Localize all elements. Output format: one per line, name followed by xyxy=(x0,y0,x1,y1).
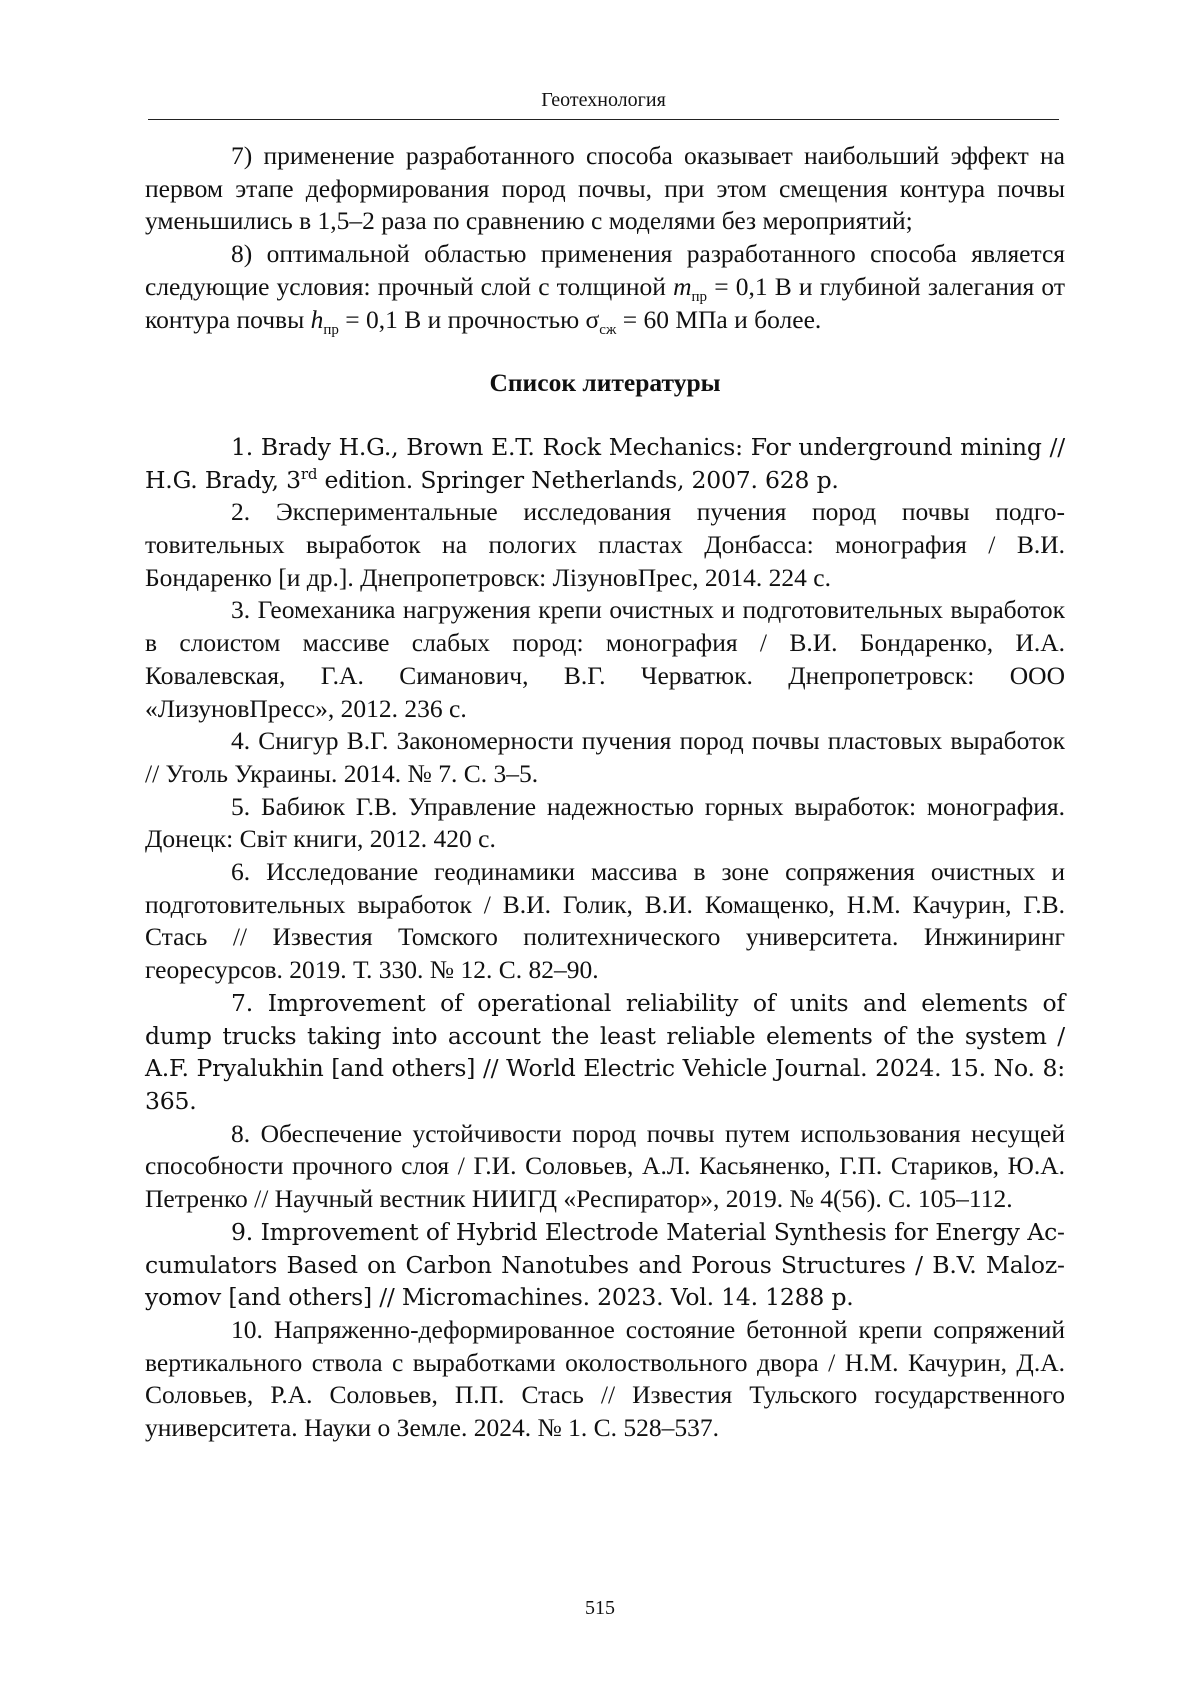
running-header: Геотехнология xyxy=(541,89,666,111)
reference-8: 8. Обеспечение устойчивости пород почвы путем использования несущей способности прочного слоя / Г.И. Соловьев, А.Л. Касьяненко, Г.П. Стариков, Ю.А. Петренко // Научный вестник НИИГД «Респиратор», 2019. № 4(56). С. 105–112. xyxy=(145,1118,1065,1214)
reference-1-superscript: rd xyxy=(300,464,318,483)
reference-1 xyxy=(145,431,1065,496)
page-body xyxy=(145,140,1065,1445)
conclusion-8-text-1: 8) оптимальной областью применения разработанного способа является следующие условия: прочный слой с толщиной xyxy=(145,239,1065,301)
conclusion-item-7: 7) применение разработанного способа оказывает наибольший эффект на первом этапе деформирования пород почвы, при этом смещения контура почвы уменьшились в 1,5–2 раза по сравнению с моделями без мероприятий; xyxy=(145,141,1065,236)
reference-7: 7. Improvement of operational reliability of units and elements of dump trucks taking into account the least reliable elements of the system / A.F. Pryalukhin [and others] // World Electric Vehicle Journal. 2024. 15. No. 8: 365. xyxy=(145,988,1065,1115)
reference-1-text-a: 1. Brady H.G., Brown E.T. Rock Mechanics: For underground mining // H.G. Brady, 3 xyxy=(145,432,1065,494)
reference-6: 6. Исследование геодинамики массива в зоне сопряжения очистных и подготовительных выработок / В.И. Голик, В.И. Комащенко, Н.М. Качурин, Г.В. Стась // Известия Томского политехнического университета. Инжиниринг георесурсов. 2019. Т. 330. № 12. С. 82–90. xyxy=(145,857,1065,985)
reference-5: 5. Бабиюк Г.В. Управление надежностью горных выработок: монография. Донецк: Світ книги, 2012. 420 с. xyxy=(145,791,1065,854)
conclusion-8-text-4: = 60 МПа и более. xyxy=(616,304,822,334)
conclusion-item-8 xyxy=(145,238,1065,336)
reference-9: 9. Improvement of Hybrid Electrode Material Synthesis for Energy Accumulators Based on Carbon Nanotubes and Porous Structures / B.V. Malozyomov [and others] // Micromachines. 2023. Vol. 14. 1288 p. xyxy=(145,1217,1065,1312)
header-rule xyxy=(148,119,1059,120)
reference-2: 2. Экспериментальные исследования пучения пород почвы подготовительных выработок на пологих пластах Донбасса: монография / В.И. Бондаренко [и др.]. Днепропетровск: ЛізуновПрес, 2014. 224 с. xyxy=(145,497,1065,592)
reference-4: 4. Снигур В.Г. Закономерности пучения пород почвы пластовых выработок // Уголь Украины. 2014. № 7. С. 3–5. xyxy=(145,726,1065,788)
page-number: 515 xyxy=(585,1597,615,1619)
variable-h: h xyxy=(310,304,324,334)
variable-m: m xyxy=(673,271,692,301)
subscript-sigma: сж xyxy=(599,321,617,338)
reference-3: 3. Геомеханика нагружения крепи очистных и подготовительных выработок в слоистом массиве слабых пород: монография / В.И. Бондаренко, И.А. Ковалевская, Г.А. Симанович, В.Г. Черватюк. Днепропетровск: ООО «ЛизуновПресс», 2012. 236 с. xyxy=(145,595,1065,723)
subscript-h: пр xyxy=(323,321,339,338)
conclusion-8-text-3: = 0,1 В и прочностью σ xyxy=(338,304,600,334)
references-heading: Список литературы xyxy=(489,368,721,398)
reference-10: 10. Напряженно-деформированное состояние бетонной крепи сопряжений вертикального ствола с выработками околоствольного двора / Н.М. Качурин, Д.А. Соловьев, Р.А. Соловьев, П.П. Стась // Известия Тульского государственного университета. Науки о Земле. 2024. № 1. С. 528–537. xyxy=(145,1314,1065,1443)
conclusion-8-text-2: = 0,1 В и глубиной залегания от контура почвы xyxy=(145,271,1065,334)
reference-1-text-b: edition. Springer Netherlands, 2007. 628 p. xyxy=(317,465,839,494)
subscript-m: пр xyxy=(691,288,708,305)
